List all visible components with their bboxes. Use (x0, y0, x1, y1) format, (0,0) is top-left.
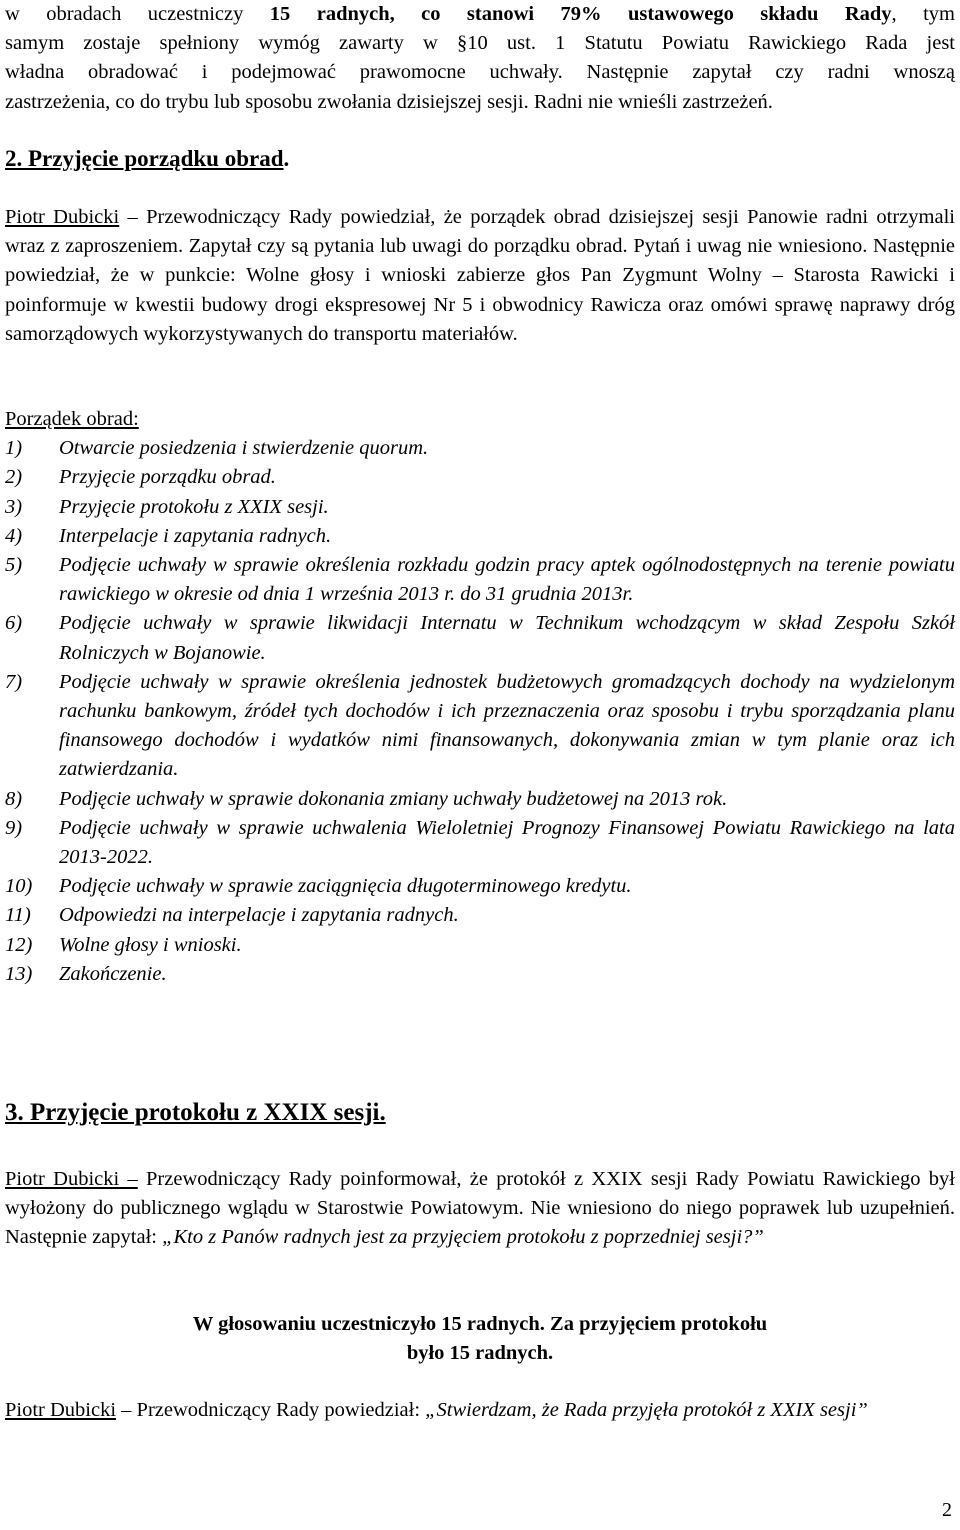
agenda-item-text: Podjęcie uchwały w sprawie likwidacji Internatu w Technikum wchodzącym w skład Zespołu Szkół Rolniczych w Bojanowie. (59, 612, 955, 664)
vote-result (5, 1310, 955, 1368)
intro-paragraph (5, 0, 955, 117)
section-2-paragraph (5, 203, 955, 349)
agenda-item (5, 609, 955, 667)
section-3 (5, 1098, 955, 1128)
agenda-item (5, 814, 955, 872)
agenda-item (5, 434, 955, 463)
section-2-title: 2. Przyjęcie porządku obrad (5, 146, 284, 171)
intro-line-2: samym zostaje spełniony wymóg zawarty w §10 ust. 1 Statutu Powiatu Rawickiego Rada jest (5, 32, 955, 55)
section-3-heading: 3. Przyjęcie protokołu z XXIX sesji. (5, 1099, 386, 1126)
closing-text (5, 1396, 955, 1425)
agenda-item-text: Podjęcie uchwały w sprawie zaciągnięcia długoterminowego kredytu. (59, 875, 632, 898)
agenda-item-text: Odpowiedzi na interpelacje i zapytania radnych. (59, 904, 459, 927)
speaker-name: Piotr Dubicki (5, 206, 120, 228)
vote-line-1: W głosowaniu uczestniczyło 15 radnych. Za przyjęciem protokołu (192, 1313, 768, 1335)
agenda-item-text: Interpelacje i zapytania radnych. (59, 524, 332, 547)
paragraph-text: – Przewodniczący Rady powiedział, że porządek obrad dzisiejszej sesji Panowie radni otrzymali wraz z zaproszeniem. Zapytał czy są pytania lub uwagi do porządku obrad. Pytań i uwag nie wniesiono. Następnie powiedział, że w punkcie: Wolne głosy i wnioski zabierze głos Pan Zygmunt Wolny – Starosta Rawicki i poinformuje w kwestii budowy drogi ekspresowej Nr 5 i obwodnicy Rawicza oraz omówi sprawę naprawy dróg samorządowych wykorzystywanych do transportu materiałów. (5, 206, 955, 345)
agenda (5, 405, 955, 989)
intro-text: w obradach uczestniczy (5, 3, 270, 25)
quorum-statement: 15 radnych, co stanowi 79% ustawowego składu Rady (269, 3, 892, 25)
protocol-text (5, 1165, 955, 1253)
agenda-item (5, 493, 955, 522)
agenda-item-number: 4) (5, 524, 23, 547)
quote-text: „Kto z Panów radnych jest za przyjęciem protokołu z poprzedniej sesji?” (162, 1226, 764, 1249)
agenda-item (5, 931, 955, 960)
agenda-item-number: 6) (5, 612, 23, 635)
agenda-item-text: Podjęcie uchwały w sprawie określenia rozkładu godzin pracy aptek ogólnodostępnych na terenie powiatu rawickiego w okresie od dnia 1 września 2013 r. do 31 grudnia 2013r. (59, 554, 955, 606)
intro-line-4: zastrzeżenia, co do trybu lub sposobu zwołania dzisiejszej sesji. Radni nie wnieśli zastrzeżeń. (5, 90, 773, 113)
agenda-item-number: 7) (5, 670, 23, 693)
agenda-item-number: 3) (5, 495, 23, 518)
agenda-item (5, 872, 955, 901)
section-2-heading (5, 144, 955, 173)
section-3-paragraph (5, 1165, 955, 1253)
agenda-item-text: Podjęcie uchwały w sprawie dokonania zmiany uchwały budżetowej na 2013 rok. (59, 787, 728, 810)
agenda-item-number: 11) (5, 904, 31, 927)
agenda-list (5, 434, 955, 989)
agenda-item (5, 901, 955, 930)
agenda-item (5, 522, 955, 551)
agenda-item-number: 10) (5, 875, 33, 898)
agenda-item (5, 463, 955, 492)
agenda-label (5, 405, 955, 434)
agenda-label-text: Porządek obrad: (5, 408, 139, 430)
agenda-item-text: Podjęcie uchwały w sprawie uchwalenia Wieloletniej Prognozy Finansowej Powiatu Rawickiego na lata 2013-2022. (59, 816, 955, 869)
section-3-closing (5, 1396, 955, 1425)
agenda-item (5, 551, 955, 609)
agenda-item-number: 1) (5, 437, 23, 460)
agenda-item-number: 8) (5, 787, 23, 810)
paragraph-text: – Przewodniczący Rady powiedział: (116, 1399, 426, 1421)
agenda-item (5, 785, 955, 814)
agenda-item (5, 960, 955, 989)
section-2 (5, 144, 955, 173)
heading-dot: . (283, 146, 290, 171)
speaker-name: Piotr Dubicki (5, 1399, 117, 1421)
speaker-name: Piotr Dubicki – (5, 1168, 138, 1190)
agenda-item-text: Podjęcie uchwały w sprawie określenia jednostek budżetowych gromadzących dochody na wydzielonym rachunku bankowym, źródeł tych dochodów i ich przeznaczenia oraz sposobu i trybu sporządzania planu finansowego dochodów i wydatków nimi finansowanych, dokonywania zmian w tym planie oraz ich zatwierdzania. (59, 670, 955, 781)
agenda-item-number: 13) (5, 962, 33, 985)
intro-line-1 (5, 0, 955, 29)
paragraph-text: Przewodniczący Rady poinformował, że protokół z XXIX sesji Rady Powiatu Rawickiego był wyłożony do publicznego wglądu w Starostwie Powiatowym. Nie wniesiono do niego poprawek lub uzupełnień. Następnie zapytał: (5, 1168, 955, 1249)
intro-text: , tym (891, 3, 955, 25)
agenda-item (5, 668, 955, 785)
agenda-intro-text (5, 203, 955, 349)
agenda-item-text: Wolne głosy i wnioski. (59, 933, 242, 956)
agenda-item-number: 5) (5, 554, 23, 577)
agenda-item-number: 12) (5, 933, 33, 956)
agenda-item-number: 9) (5, 816, 23, 839)
agenda-item-number: 2) (5, 466, 23, 489)
agenda-item-text: Przyjęcie porządku obrad. (59, 466, 276, 489)
agenda-item-text: Przyjęcie protokołu z XXIX sesji. (59, 495, 329, 518)
intro-line-3: władna obradować i podejmować prawomocne uchwały. Następnie zapytał czy radni wnoszą (5, 61, 955, 84)
quote-text: „Stwierdzam, że Rada przyjęła protokół z XXIX sesji” (425, 1399, 868, 1421)
vote-line-2: było 15 radnych. (406, 1342, 554, 1365)
page-number: 2 (942, 1499, 952, 1521)
agenda-item-text: Otwarcie posiedzenia i stwierdzenie quorum. (59, 437, 429, 460)
agenda-item-text: Zakończenie. (59, 962, 167, 985)
